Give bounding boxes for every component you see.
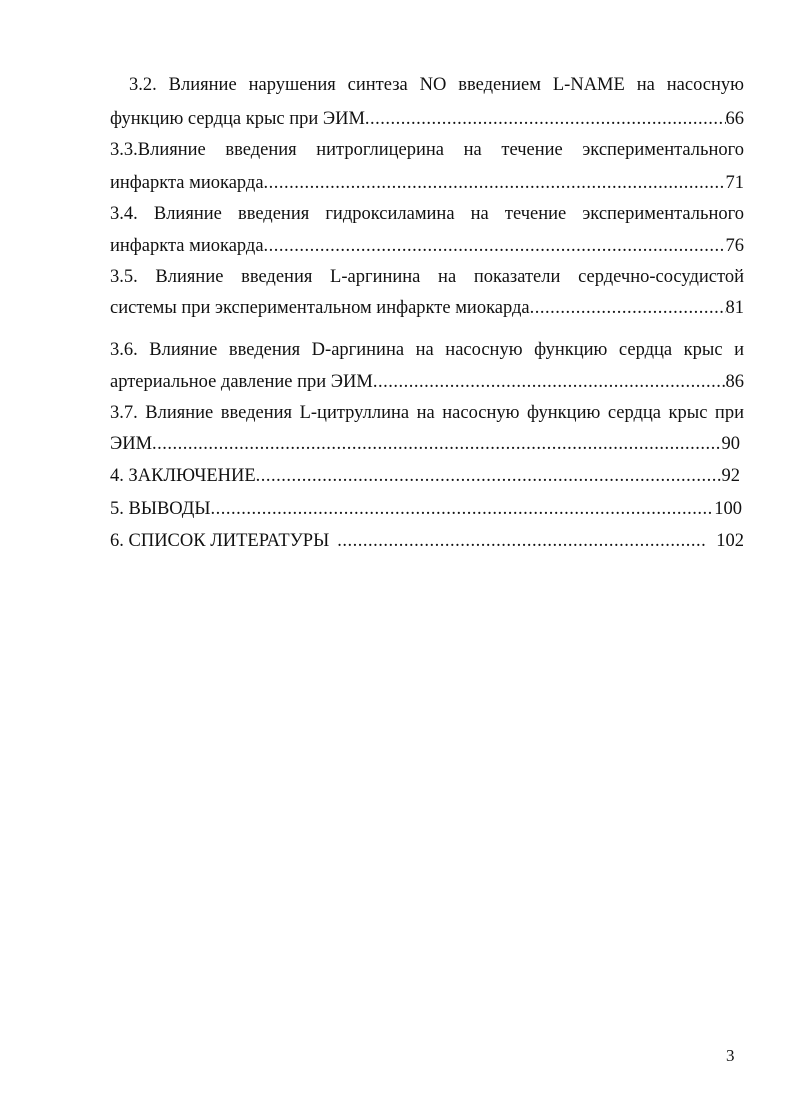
- leader-dots: [211, 498, 715, 520]
- toc-entry-text: артериальное давление при ЭИМ: [110, 372, 373, 392]
- toc-entry-3-3-line-2[interactable]: [110, 172, 744, 194]
- toc-page-number: 86: [725, 372, 744, 392]
- leader-dots: [373, 371, 726, 393]
- leader-dots: [264, 235, 726, 257]
- toc-entry-3-7-line-2[interactable]: [110, 433, 740, 455]
- toc-entry-text: инфаркта миокарда: [110, 236, 264, 256]
- toc-page-number: 81: [725, 298, 744, 318]
- leader-dots: [152, 433, 721, 455]
- toc-entry-4[interactable]: [110, 465, 740, 487]
- toc-entry-text: функцию сердца крыс при ЭИМ: [110, 109, 365, 129]
- toc-entry-text: инфаркта миокарда: [110, 173, 264, 193]
- toc-entry-text: ЭИМ: [110, 434, 153, 454]
- toc-entry-3-6-line-2[interactable]: [110, 371, 744, 393]
- leader-dots: [256, 465, 722, 487]
- toc-entry-3-5-line-2[interactable]: [110, 297, 744, 319]
- toc-entry-3-4-line-2[interactable]: [110, 235, 744, 257]
- toc-page-number: 102: [716, 531, 744, 551]
- toc-entry-3-5-line-1: 3.5. Влияние введения L-аргинина на показатели сердечно-сосудистой: [110, 267, 744, 287]
- toc-page-number: 92: [721, 466, 740, 486]
- toc-entry-text: 4. ЗАКЛЮЧЕНИЕ: [110, 466, 256, 486]
- page-number: 3: [726, 1046, 735, 1065]
- toc-page-number: 71: [725, 173, 744, 193]
- leader-dots: [530, 297, 726, 319]
- toc-page-number: 66: [725, 109, 744, 129]
- toc-entry-3-7-line-1: 3.7. Влияние введения L-цитруллина на насосную функцию сердца крыс при: [110, 403, 744, 423]
- leader-dots: [264, 172, 726, 194]
- toc-entry-3-2-line-2[interactable]: [110, 108, 744, 130]
- leader-dots: [329, 530, 706, 552]
- toc-page-number: 100: [714, 499, 742, 519]
- toc-entry-6[interactable]: [110, 530, 744, 552]
- toc-entry-text: 5. ВЫВОДЫ: [110, 499, 211, 519]
- toc-entry-3-6-line-1: 3.6. Влияние введения D-аргинина на насосную функцию сердца крыс и: [110, 340, 744, 360]
- toc-page-number: 76: [725, 236, 744, 256]
- toc-entry-3-4-line-1: 3.4. Влияние введения гидроксиламина на течение экспериментального: [110, 204, 744, 224]
- leader-dots: [365, 108, 726, 130]
- toc-entry-3-3-line-1: 3.3.Влияние введения нитроглицерина на течение экспериментального: [110, 140, 744, 160]
- toc-page-number: 90: [721, 434, 740, 454]
- toc-entry-text: 6. СПИСОК ЛИТЕРАТУРЫ: [110, 531, 330, 551]
- toc-entry-5[interactable]: [110, 498, 742, 520]
- toc-entry-text: системы при экспериментальном инфаркте миокарда: [110, 298, 530, 318]
- toc-entry-3-2-line-1: 3.2. Влияние нарушения синтеза NO введением L-NAME на насосную: [129, 75, 744, 95]
